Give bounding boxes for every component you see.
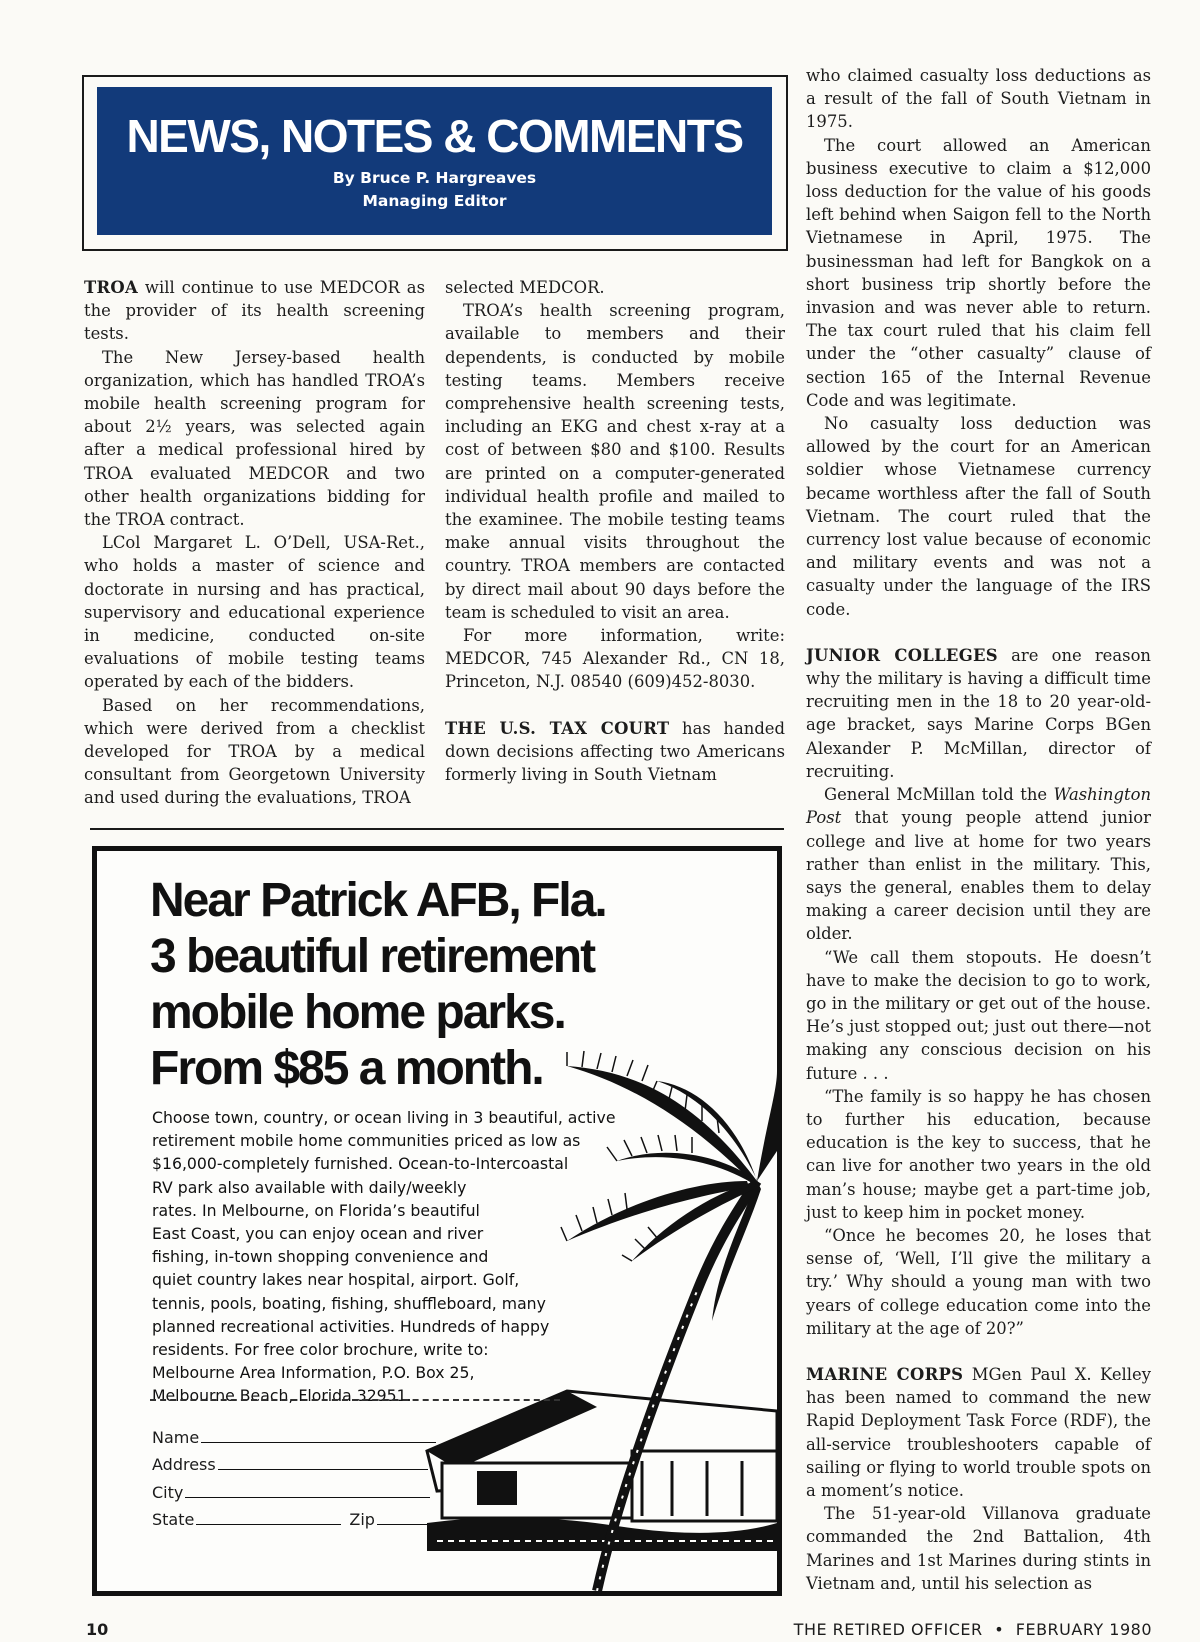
ad-headline-line: From $85 a month. — [150, 1042, 543, 1095]
ad-body-line: planned recreational activities. Hundreds of happy — [152, 1316, 550, 1336]
article-paragraph: “Once he becomes 20, he loses that sense of, ‘Well, I’ll give the military a try.’ Why should a young man with two years of college education come into the military at the age of 20?” — [806, 1225, 1151, 1338]
article-paragraph: The court allowed an American business executive to claim a $12,000 loss deduction for the value of his goods left behind when Saigon fell to the North Vietnamese in April, 1975. The businessman had left for Bangkok on a short business trip shortly before the invasion and was never able to return. The tax court ruled that his claim fell under the “other casualty” clause of section 165 of the Internal Revenue Code and was legitimate. — [806, 135, 1151, 410]
article-paragraph: Based on her recommendations, which were derived from a checklist developed for TROA by a medical consultant from Georgetown University and used during the evaluations, TROA — [84, 695, 425, 808]
article-paragraph: “We call them stopouts. He doesn’t have to make the decision to go to work, go in the military or get out of the house. He’s just stopped out; just out there—not making any conscious decision on his future . . . — [806, 947, 1151, 1083]
address-field[interactable] — [218, 1468, 428, 1470]
ad-body-line: fishing, in-town shopping convenience and — [152, 1247, 489, 1267]
publication-title: THE RETIRED OFFICER — [793, 1620, 983, 1639]
city-field[interactable] — [185, 1496, 430, 1498]
ad-body-line: Melbourne Area Information, P.O. Box 25, — [152, 1363, 475, 1383]
masthead — [97, 87, 772, 235]
city-row — [152, 1474, 457, 1502]
article-paragraph: General McMillan told the Washington Post that young people attend junior college and live at home for two years rather than enlist in the military. This, says the general, enables them to delay making a career decision until they are older. — [806, 785, 1151, 944]
coupon-cut-line — [150, 1399, 560, 1401]
state-zip-row — [152, 1502, 457, 1530]
state-label: State — [152, 1510, 195, 1529]
ad-headline — [150, 873, 750, 1097]
article-paragraph: LCol Margaret L. O’Dell, USA-Ret., who holds a master of science and doctorate in nursing and has practical, supervisory and educational experience in medicine, conducted on-site evaluations of mobile testing teams operated by each of the bidders. — [84, 533, 425, 692]
ad-headline-line: mobile home parks. — [150, 986, 565, 1039]
masthead-title: NEWS, NOTES & COMMENTS — [126, 110, 743, 162]
article-paragraph: “The family is so happy he has chosen to further his education, because education is the key to success, that he can live for another two years in the old man’s house; maybe get a part-time job, just to keep him in pocket money. — [806, 1086, 1151, 1222]
publication-name: Washington Post — [806, 785, 1151, 828]
address-row — [152, 1447, 457, 1475]
ad-body-line: quiet country lakes near hospital, airport. Golf, — [152, 1270, 520, 1290]
ad-body-line: $16,000-completely furnished. Ocean-to-Intercoastal — [152, 1154, 569, 1174]
issue-date: FEBRUARY 1980 — [1015, 1620, 1152, 1639]
article-paragraph: selected MEDCOR. — [445, 278, 605, 297]
troa-lead: TROA — [84, 278, 139, 297]
state-field[interactable] — [196, 1523, 341, 1525]
footer-separator: • — [994, 1620, 1005, 1639]
ad-top-rule — [90, 828, 784, 830]
ad-body-copy — [152, 1106, 652, 1408]
article-paragraph: For more information, write: MEDCOR, 745 Alexander Rd., CN 18, Princeton, N.J. 08540 (609)452-8030. — [445, 626, 785, 692]
masthead-byline: By Bruce P. Hargreaves — [332, 169, 537, 187]
article-column-2 — [445, 276, 785, 786]
address-label: Address — [152, 1455, 216, 1474]
ad-headline-line: Near Patrick AFB, Fla. — [150, 874, 606, 927]
page-number: 10 — [86, 1620, 109, 1639]
junior-colleges-paragraph: JUNIOR COLLEGES are one reason why the military is having a difficult time recruiting men in the 18 to 20 year-old-age bracket, says Marine Corps BGen Alexander P. McMillan, director of recruiting. — [806, 645, 1151, 781]
troa-paragraph: TROA will continue to use MEDCOR as the provider of its health screening tests. — [84, 278, 425, 344]
ad-body-line: tennis, pools, boating, fishing, shuffleboard, many — [152, 1293, 546, 1313]
zip-label: Zip — [349, 1510, 375, 1529]
name-label: Name — [152, 1427, 200, 1447]
advertisement — [92, 846, 782, 1596]
running-footer — [794, 1620, 1152, 1639]
article-paragraph: The 51-year-old Villanova graduate commanded the 2nd Battalion, 4th Marines and 1st Marines during stints in Vietnam and, until his selection as — [806, 1504, 1151, 1593]
article-paragraph: TROA’s health screening program, available to members and their dependents, is conducted by mobile testing teams. Members receive comprehensive health screening tests, including an EKG and chest x-ray at a cost of between $80 and $100. Results are printed on a computer-generated individual health profile and mailed to the examinee. The mobile testing teams make annual visits throughout the country. TROA members are contacted by direct mail about 90 days before the team is scheduled to visit an area. — [445, 301, 785, 622]
junior-colleges-lead: JUNIOR COLLEGES — [806, 645, 998, 665]
article-paragraph: who claimed casualty loss deductions as a result of the fall of South Vietnam in 1975. — [806, 66, 1151, 132]
zip-field[interactable] — [377, 1523, 457, 1525]
ad-body-line: Melbourne Beach, Florida 32951. — [152, 1386, 412, 1406]
ad-headline-line: 3 beautiful retirement — [150, 930, 595, 983]
name-row — [152, 1419, 457, 1447]
ad-body-line: Choose town, country, or ocean living in 3 beautiful, active — [152, 1108, 616, 1127]
house-illustration — [427, 1391, 777, 1551]
coupon-form — [152, 1419, 457, 1529]
tax-court-lead: THE U.S. TAX COURT — [445, 718, 670, 738]
tax-court-paragraph: THE U.S. TAX COURT has handed down decisions affecting two Americans formerly living in South Vietnam — [445, 718, 785, 785]
article-paragraph: No casualty loss deduction was allowed by the court for an American soldier whose Vietnamese currency became worthless after the fall of South Vietnam. The court ruled that the currency lost value because of economic and military events and was not a casualty under the language of the IRS code. — [806, 414, 1151, 619]
article-column-3 — [806, 64, 1151, 1595]
ad-body-line: rates. In Melbourne, on Florida’s beautiful — [152, 1200, 480, 1220]
ad-body-line: retirement mobile home communities priced as low as — [152, 1131, 581, 1151]
article-paragraph: The New Jersey-based health organization, which has handled TROA’s mobile health screening program for about 2½ years, was selected again after a medical professional hired by TROA evaluated MEDCOR and two other health organizations bidding for the TROA contract. — [84, 347, 425, 530]
masthead-role: Managing Editor — [362, 192, 507, 210]
marine-corps-paragraph: MARINE CORPS MGen Paul X. Kelley has been named to command the new Rapid Deployment Task Force (RDF), the all-service troubleshooters capable of sailing or flying to world trouble spots on a moment’s notice. — [806, 1364, 1151, 1500]
article-column-1 — [84, 276, 425, 810]
city-label: City — [152, 1482, 184, 1502]
name-field[interactable] — [201, 1441, 436, 1443]
ad-body-line: RV park also available with daily/weekly — [152, 1177, 467, 1197]
marine-corps-lead: MARINE CORPS — [806, 1364, 964, 1384]
ad-body-line: residents. For free color brochure, write to: — [152, 1340, 489, 1360]
ad-body-line: East Coast, you can enjoy ocean and river — [152, 1224, 484, 1244]
